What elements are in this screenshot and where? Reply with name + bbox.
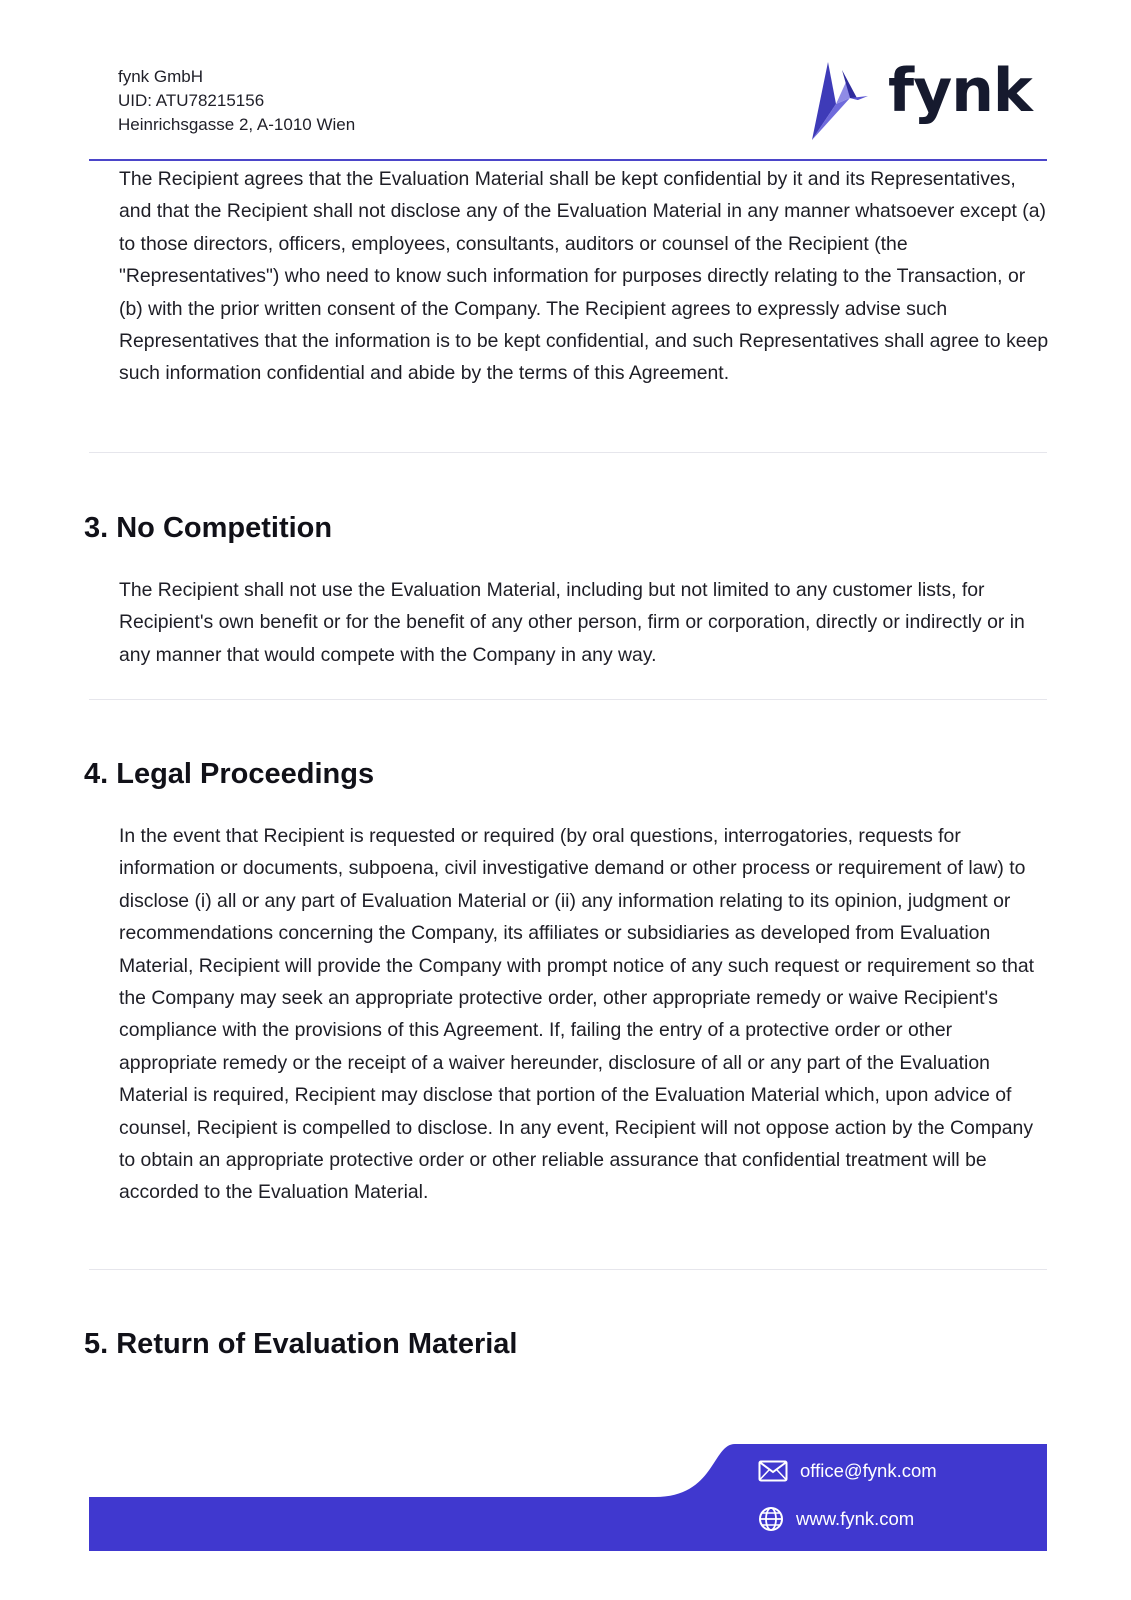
company-address: Heinrichsgasse 2, A-1010 Wien bbox=[118, 115, 356, 134]
logo-wordmark: fynk bbox=[888, 56, 1032, 126]
envelope-icon bbox=[758, 1460, 788, 1482]
confidentiality-paragraph: The Recipient agrees that the Evaluation Material shall be kept confidential by it and its Representatives, and that the Recipient shall not disclose any of the Evaluation Material in any manner whatsoever except (a) to those directors, officers, employees, consultants, auditors or counsel of the Recipient (the "Representatives") who need to know such information for purposes directly relating to the Transaction, or (b) with the prior written consent of the Company. The Recipient agrees to expressly advise such Representatives that the information is to be kept confidential, and such Representatives shall agree to keep such information confidential and abide by the terms of this Agreement. bbox=[119, 168, 1049, 385]
footer-website[interactable] bbox=[758, 1506, 914, 1532]
globe-icon bbox=[758, 1506, 784, 1532]
section-heading-return-of-material: 5. Return of Evaluation Material bbox=[84, 1328, 518, 1360]
section-heading-legal-proceedings: 4. Legal Proceedings bbox=[84, 758, 375, 790]
email-link[interactable]: office@fynk.com bbox=[800, 1460, 937, 1481]
website-link[interactable]: www.fynk.com bbox=[796, 1508, 915, 1529]
no-competition-paragraph: The Recipient shall not use the Evaluation Material, including but not limited to any customer lists, for Recipient's own benefit or for the benefit of any other person, firm or corporation, directly or indirectly or in any manner that would compete with the Company in any way. bbox=[119, 579, 1025, 666]
legal-proceedings-paragraph: In the event that Recipient is requested or required (by oral questions, interrogatories, requests for information or documents, subpoena, civil investigative demand or other process or requirement of law) to disclose (i) all or any part of Evaluation Material or (ii) any information relating to its opinion, judgment or recommendations concerning the Company, its affiliates or subsidiaries as developed from Evaluation Material, Recipient will provide the Company with prompt notice of any such request or requirement so that the Company may seek an appropriate protective order, other appropriate remedy or waive Recipient's compliance with the provisions of this Agreement. If, failing the entry of a protective order or other appropriate remedy or the receipt of a waiver hereunder, disclosure of all or any part of the Evaluation Material is required, Recipient may disclose that portion of the Evaluation Material which, upon advice of counsel, Recipient is compelled to disclose. In any event, Recipient will not oppose action by the Company to obtain an appropriate protective order or other reliable assurance that confidential treatment will be accorded to the Evaluation Material. bbox=[119, 825, 1035, 1204]
company-name: fynk GmbH bbox=[118, 67, 204, 86]
footer-email[interactable] bbox=[758, 1460, 937, 1482]
company-uid: UID: ATU78215156 bbox=[118, 91, 265, 110]
section-heading-no-competition: 3. No Competition bbox=[84, 512, 333, 544]
